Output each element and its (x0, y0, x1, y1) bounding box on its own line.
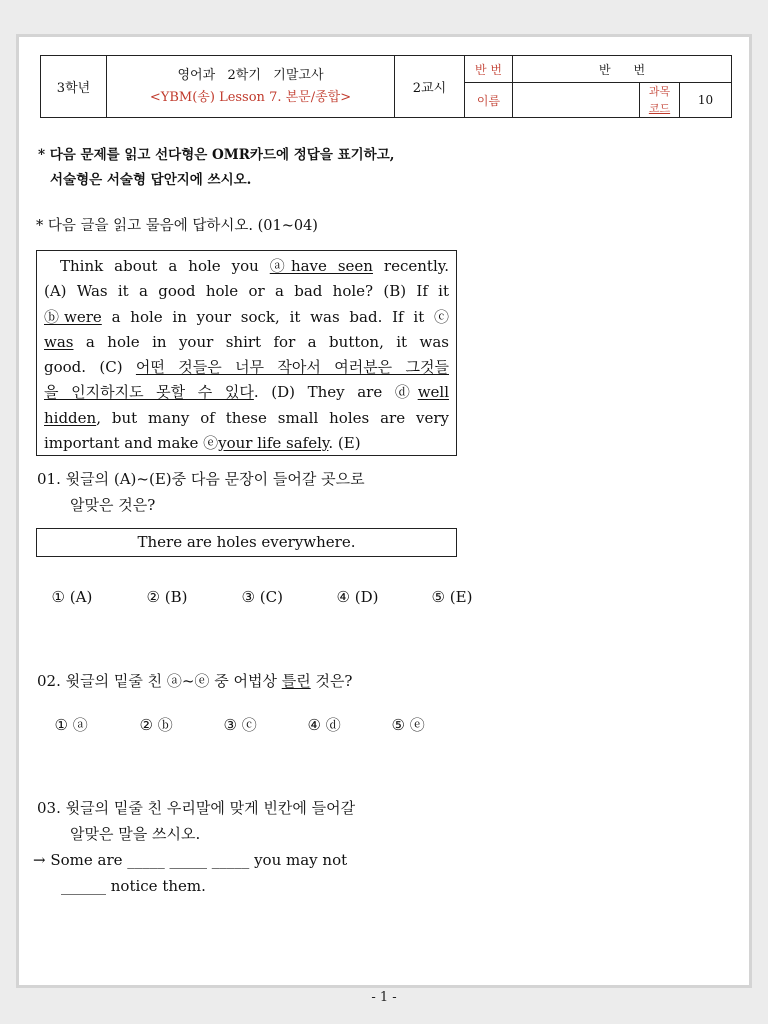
choice-2[interactable]: ② (B) (146, 588, 188, 606)
question-02-choices (45, 696, 425, 735)
answer-line-1: → Some are _____ _____ _____ you may not (33, 851, 348, 869)
passage-line: important and make ⓔyour life safely. (E) (44, 434, 361, 453)
question-02 (37, 668, 352, 694)
question-01 (37, 466, 365, 518)
choice-1[interactable]: ① ⓐ (54, 716, 88, 734)
question-02-line-1: 02. 윗글의 밑줄 친 ⓐ~ⓔ 중 어법상 틀린 것은? (37, 672, 353, 690)
question-01-choices (42, 570, 472, 606)
question-03-line-1: 03. 윗글의 밑줄 친 우리말에 맞게 빈칸에 들어갈 (37, 799, 356, 817)
choice-1[interactable]: ① (A) (51, 588, 93, 606)
question-03-answer (33, 847, 347, 899)
question-03 (37, 795, 355, 847)
class-label: 반 번 (465, 56, 513, 83)
choice-4[interactable]: ④ ⓓ (307, 716, 341, 734)
page-number: - 1 - (371, 990, 397, 1005)
passage-line: was a hole in your shirt for a button, it was (44, 332, 449, 351)
name-field[interactable] (513, 83, 640, 118)
choice-4[interactable]: ④ (D) (336, 588, 379, 606)
choice-3[interactable]: ③ ⓒ (223, 716, 257, 734)
section-title: * 다음 글을 읽고 물음에 답하시오. (01~04) (36, 218, 318, 234)
passage-line: hidden, but many of these small holes are very (44, 408, 449, 427)
passage-line: (A) Was it a good hole or a bad hole? (B) If it (44, 282, 449, 301)
question-01-given-sentence: There are holes everywhere. (36, 528, 457, 557)
instruction-line-2: 서술형은 서술형 답안지에 쓰시오. (50, 172, 252, 188)
choice-5[interactable]: ⑤ ⓔ (391, 716, 425, 734)
answer-line-2: ______ notice them. (61, 877, 206, 895)
subject-code-label (640, 83, 680, 118)
choice-5[interactable]: ⑤ (E) (431, 588, 473, 606)
class-value: 반 번 (513, 56, 732, 83)
instruction-line-1: * 다음 문제를 읽고 선다형은 OMR카드에 정답을 표기하고, (38, 147, 395, 163)
grade-cell: 3학년 (41, 56, 107, 118)
exam-header-table (40, 55, 732, 118)
question-03-line-2: 알맞은 말을 쓰시오. (70, 825, 201, 843)
name-label: 이름 (465, 83, 513, 118)
subject-code-label-2: 코드 (648, 102, 671, 115)
reading-passage (36, 250, 457, 456)
question-01-line-1: 01. 윗글의 (A)~(E)중 다음 문장이 들어갈 곳으로 (37, 470, 365, 488)
choice-2[interactable]: ② ⓑ (139, 716, 173, 734)
question-01-line-2: 알맞은 것은? (70, 496, 156, 514)
exam-subtitle: <YBM(송) Lesson 7. 본문/종합> (149, 89, 352, 105)
exam-title-cell (107, 56, 395, 118)
subject-code-label-1: 과목 (648, 85, 671, 98)
instructions (38, 143, 394, 193)
period-cell: 2교시 (395, 56, 465, 118)
subject-code-value: 10 (680, 83, 732, 118)
passage-line: ⓑwere a hole in your sock, it was bad. If it ⓒ (44, 307, 449, 326)
passage-line: good. (C) 어떤 것들은 너무 작아서 여러분은 그것들 (44, 358, 449, 377)
choice-3[interactable]: ③ (C) (241, 588, 283, 606)
passage-line: 을 인지하지도 못할 수 있다. (D) They are ⓓwell (44, 383, 449, 402)
passage-line: Think about a hole you ⓐhave seen recently. (60, 257, 449, 275)
exam-title: 영어과 2학기 기말고사 (177, 67, 324, 83)
